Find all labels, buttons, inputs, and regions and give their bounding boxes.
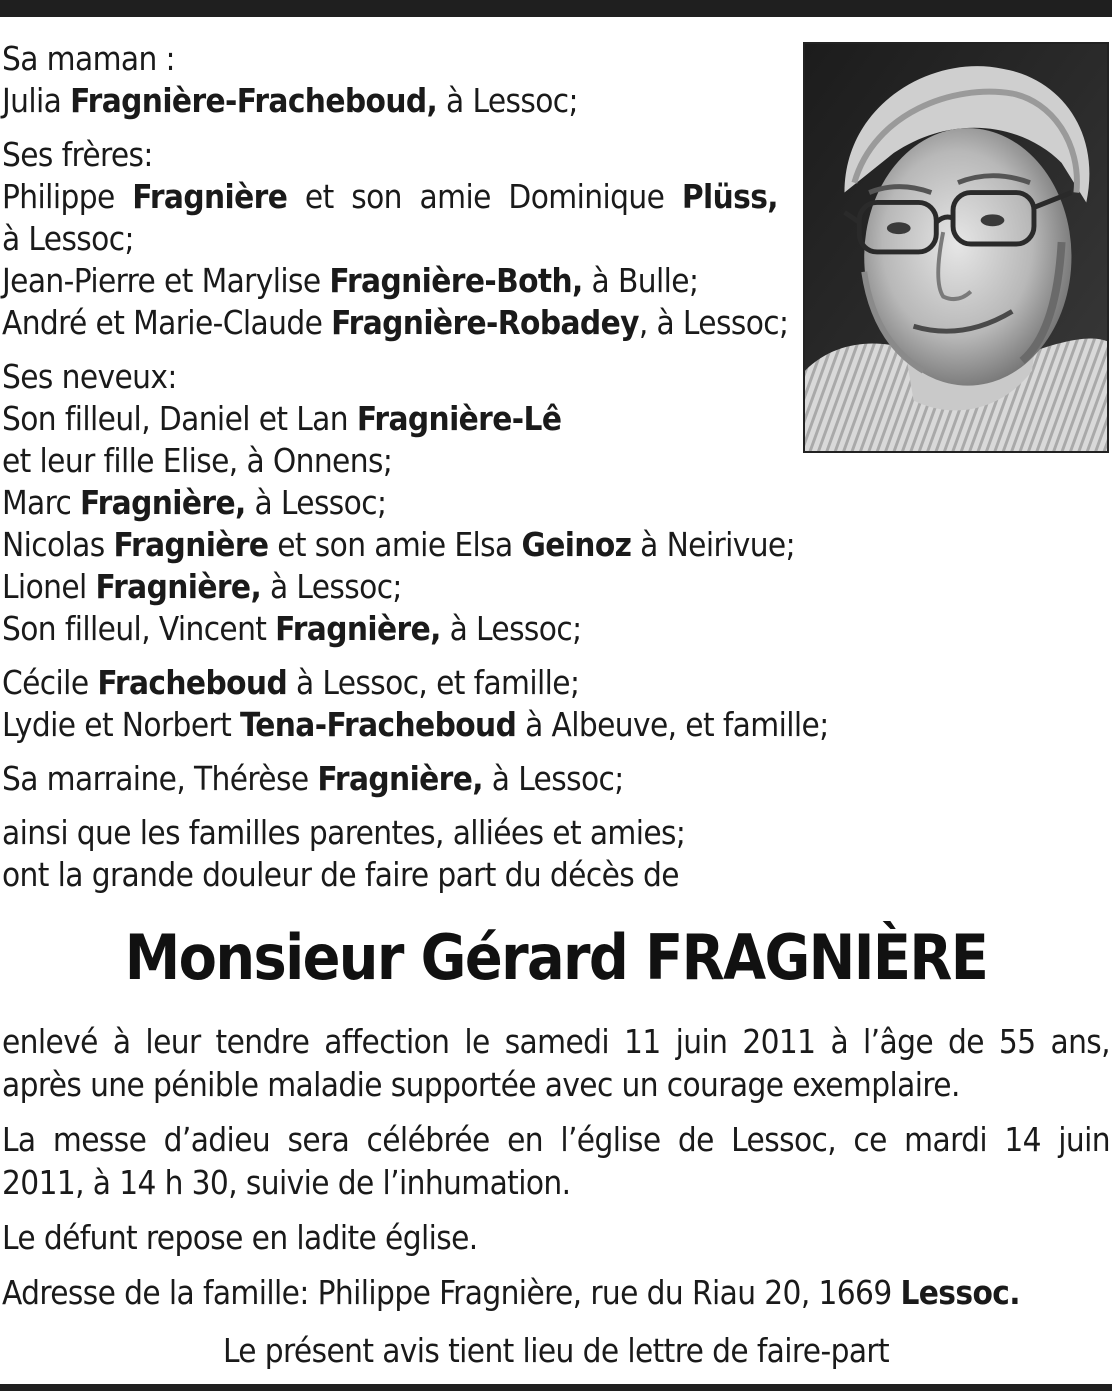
body-line: Le défunt repose en ladite église.: [2, 1218, 478, 1257]
paragraph-death: [2, 1020, 1110, 1106]
families-block: [2, 812, 1110, 896]
text: Lydie et Norbert: [2, 705, 240, 744]
text: Marc: [2, 483, 81, 522]
text: Philippe: [2, 177, 133, 216]
nephew-line: [2, 398, 1110, 440]
mother-block: [2, 38, 778, 122]
godmother-block: [2, 758, 1110, 800]
text: à Lessoc;: [245, 483, 387, 522]
top-rule: [0, 0, 1112, 17]
deceased-name-title: Monsieur Gérard FRAGNIÈRE: [124, 921, 988, 994]
body-line: après une pénible maladie supportée avec un courage exemplaire.: [2, 1065, 960, 1104]
text: , à Lessoc;: [638, 303, 789, 342]
text: à Lessoc;: [437, 81, 578, 120]
nephew-line: [2, 566, 1110, 608]
nephew-line: [2, 482, 1110, 524]
body-line: La messe d’adieu sera célébrée en l’église de Lessoc, ce mardi 14 juin: [2, 1120, 1110, 1159]
text: Cécile: [2, 663, 98, 702]
mother-label: Sa maman :: [2, 39, 175, 78]
text: André et Marie-Claude: [2, 303, 332, 342]
text: Julia: [2, 81, 71, 120]
family-name: Fragnière,: [95, 567, 262, 606]
cousin-line: [2, 662, 1110, 704]
brother-line: [2, 218, 778, 260]
text: à Lessoc;: [482, 759, 624, 798]
family-name: Fragnière-Robadey: [331, 303, 639, 342]
text: Son filleul, Daniel et Lan: [2, 399, 357, 438]
brothers-label: Ses frères:: [2, 135, 153, 174]
text: Lionel: [2, 567, 96, 606]
nephews-block: [2, 356, 1110, 650]
families-line: ont la grande douleur de faire part du décès de: [2, 855, 679, 894]
paragraph-address: [2, 1271, 1110, 1314]
family-name: Fragnière-Both,: [329, 261, 583, 300]
family-name: Tena-Fracheboud: [239, 705, 517, 744]
family-name: Geinoz: [521, 525, 632, 564]
text: Jean-Pierre et Marylise: [2, 261, 330, 300]
family-list: [2, 38, 1110, 908]
family-name: Fragnière: [113, 525, 269, 564]
paragraph-funeral: [2, 1118, 1110, 1204]
text: Adresse de la famille: Philippe Fragnière, rue du Riau 20, 1669: [2, 1273, 901, 1312]
town-name: Lessoc.: [900, 1273, 1020, 1312]
text: à Lessoc;: [261, 567, 402, 606]
family-name: Fragnière-Lê: [356, 399, 562, 438]
mother-line: [2, 80, 778, 122]
family-name: Fragnière,: [80, 483, 246, 522]
family-name: Fragnière: [132, 177, 288, 216]
family-name: Fragnière,: [275, 609, 441, 648]
nephew-line: [2, 608, 1110, 650]
text: à Neirivue;: [631, 525, 796, 564]
text: à Lessoc;: [2, 219, 134, 258]
text: à Lessoc, et famille;: [287, 663, 580, 702]
family-name: Fragnière,: [317, 759, 483, 798]
nephews-label: Ses neveux:: [2, 357, 177, 396]
body-line: enlevé à leur tendre affection le samedi 11 juin 2011 à l’âge de 55 ans,: [2, 1022, 1110, 1061]
body-line: 2011, à 14 h 30, suivie de l’inhumation.: [2, 1163, 571, 1202]
brother-line: [2, 260, 778, 302]
text: à Bulle;: [582, 261, 699, 300]
footer-note: Le présent avis tient lieu de lettre de faire-part: [222, 1331, 890, 1370]
notice-body: [2, 1020, 1110, 1326]
godmother-line: [2, 758, 1110, 800]
text: Son filleul, Vincent: [2, 609, 276, 648]
cousin-line: [2, 704, 1110, 746]
family-name: Fragnière-Fracheboud,: [70, 81, 438, 120]
family-name: Fracheboud: [97, 663, 288, 702]
cousins-block: [2, 662, 1110, 746]
text: et leur fille Elise, à Onnens;: [2, 441, 393, 480]
brother-line: [2, 302, 789, 344]
brothers-block: [2, 134, 789, 344]
nephew-line: [2, 524, 1110, 566]
address-line: [2, 1271, 1110, 1314]
bottom-rule: [0, 1384, 1112, 1391]
text: à Lessoc;: [440, 609, 582, 648]
families-line: ainsi que les familles parentes, alliées et amies;: [2, 813, 686, 852]
text: et son amie Elsa: [268, 525, 522, 564]
family-name: Plüss,: [681, 177, 778, 216]
nephew-line: [2, 440, 1110, 482]
text: et son amie Dominique: [287, 177, 682, 216]
paragraph-rest: [2, 1216, 1110, 1259]
text: Nicolas: [2, 525, 114, 564]
text: à Albeuve, et famille;: [516, 705, 829, 744]
text: Sa marraine, Thérèse: [2, 759, 318, 798]
brother-line: [2, 176, 778, 218]
